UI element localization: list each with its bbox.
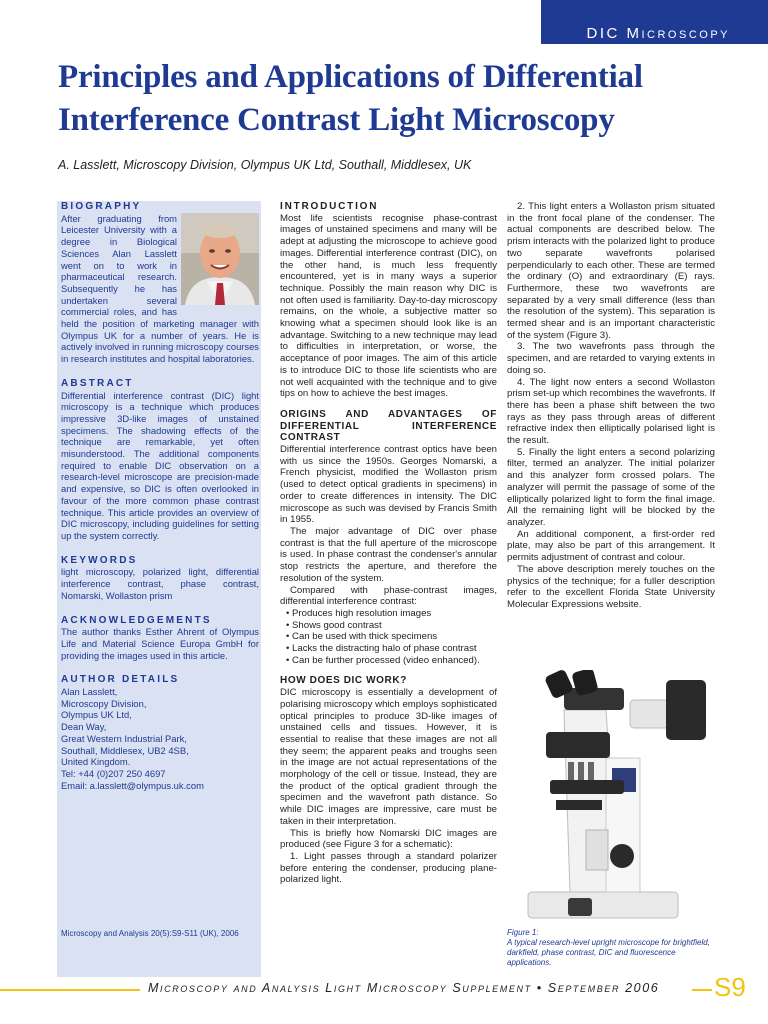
list-item: • Can be used with thick specimens (286, 631, 497, 643)
section-tab-label: DIC Microscopy (586, 25, 730, 42)
advantages-list (286, 608, 497, 667)
sidebar-panel (57, 201, 261, 977)
origins-paragraph: Compared with phase-contrast images, differential interference contrast: (280, 584, 497, 608)
author-line: Great Western Industrial Park, (61, 732, 187, 744)
running-footer: Microscopy and Analysis Light Microscopy Supplement • September 2006 (148, 981, 660, 995)
biography-heading: BIOGRAPHY (61, 201, 142, 212)
list-item: • Can be further processed (video enhanced). (286, 655, 497, 667)
page-number: S9 (714, 972, 746, 1002)
author-line: United Kingdom. (61, 756, 131, 768)
steps-paragraph: An additional component, a first-order red plate, may also be part of this arrangement. It permits adjustment of contrast and colour. (507, 528, 715, 564)
steps-paragraph: The above description merely touches on the physics of the technique; for a fuller description refer to the excellent Florida State University Molecular Expressions website. (507, 563, 715, 610)
footer-rule-right (692, 989, 712, 991)
origins-paragraph: The major advantage of DIC over phase contrast is that the full aperture of the microscope is used. In phase contrast the condenser's annular stop restricts the aperture, and therefore the resolution of the system. (280, 525, 497, 584)
caption-text: A typical research-level upright microscope for brightfield, darkfield, phase contrast, DIC and fluorescence applications. (507, 938, 710, 967)
acknowledgements-heading: ACKNOWLEDGEMENTS (61, 614, 212, 626)
author-line: Alan Lasslett, (61, 686, 118, 698)
biography-text: After graduating from Leicester University with a degree in Biological Sciences Alan Lasslett went on to work in pharmaceutical research. Subsequently he has undertaken several commercial roles, and has held the position of marketing manager with Olympus UK for a number of years. He is actively involved in running microscopy courses in research institutes and hospital laboratories. (61, 212, 259, 365)
author-line: Microscopy Division, (61, 697, 147, 709)
origins-heading: ORIGINS AND ADVANTAGES OF DIFFERENTIAL INTERFERENCE CONTRAST (280, 408, 497, 444)
steps-paragraph: 5. Finally the light enters a second polarizing filter, termed an analyzer. The initial polarizer and this analyzer form crossed polars. The analyzer will permit the passage of some of the elliptically polarized light to form the final image. All the remaining light will be blocked by the analyzer. (507, 446, 715, 528)
introduction-heading: INTRODUCTION (280, 201, 379, 212)
list-item: • Produces high resolution images (286, 608, 497, 620)
author-details (61, 686, 259, 791)
article-title: Principles and Applications of Differential Interference Contrast Light Microscopy (58, 59, 643, 138)
keywords-text: light microscopy, polarized light, differential interference contrast, phase contrast, Nomarski, Wollaston prism (61, 566, 259, 601)
author-line: Southall, Middlesex, UB2 4SB, (61, 744, 189, 756)
caption-label: Figure 1: (507, 928, 539, 937)
how-paragraph: 1. Light passes through a standard polarizer before entering the condenser, producing plane-polarized light. (280, 850, 497, 886)
how-paragraph: This is briefly how Nomarski DIC images are produced (see Figure 3 for a schematic): (280, 827, 497, 851)
byline: A. Lasslett, Microscopy Division, Olympus UK Ltd, Southall, Middlesex, UK (58, 158, 472, 172)
figure-caption (507, 928, 717, 968)
author-email[interactable]: Email: a.lasslett@olympus.uk.com (61, 779, 204, 791)
column-right (507, 201, 715, 611)
author-details-heading: AUTHOR DETAILS (61, 674, 180, 686)
author-line: Tel: +44 (0)207 250 4697 (61, 767, 166, 779)
abstract-heading: ABSTRACT (61, 377, 134, 389)
steps-paragraph: 3. The two wavefronts pass through the specimen, and are retarded to varying extents in doing so. (507, 341, 715, 376)
list-item: • Shows good contrast (286, 620, 497, 632)
author-portrait (181, 213, 259, 305)
citation: Microscopy and Analysis 20(5):S9-S11 (UK), 2006 (61, 929, 239, 938)
footer-rule-left (0, 989, 140, 991)
author-line: Olympus UK Ltd, (61, 709, 132, 721)
steps-paragraph: 2. This light enters a Wollaston prism situated in the front focal plane of the condenser. The actual components are described below. The prism interacts with the polarized light to produce two separate wavefronts polarised perpendicularly to each other. These are termed the ordinary (O) and extraordinary (E) rays. Furthermore, these two wavefronts are separated by a very small difference (less than the resolution of the system). This separation is termed shear and is an important characteristic of the system (Figure 3). (507, 201, 715, 341)
steps-paragraph: 4. The light now enters a second Wollaston prism set-up which recombines the wavefronts. If there has been a phase shift between the two rays as they pass through areas of different refractive index then elliptically polarised light is the result. (507, 376, 715, 447)
keywords-heading: KEYWORDS (61, 554, 138, 566)
how-heading: HOW DOES DIC WORK? (280, 675, 407, 687)
section-tab (541, 0, 768, 44)
abstract-text: Differential interference contrast (DIC) light microscopy is a technique which produces impressive 3D-like images of unstained specimens. The shadowing effects of the technique are remarkable, yet often misunderstood. The additional components required to enable DIC observation on a research-level microscope are precision-made and expensive, so DIC is often overlooked in favour of the more common phase contrast technique. This article provides an overview of DIC microscopy, including guidelines for setting up the system correctly. (61, 389, 259, 541)
microscope-figure (506, 670, 714, 928)
list-item: • Lacks the distracting halo of phase contrast (286, 643, 497, 655)
introduction-text: Most life scientists recognise phase-contrast images of unstained specimens and many will be adept at adjusting the microscope to achieve good images. Differential interference contrast (DIC), on the other hand, is much less frequently encountered, yet is in many ways a superior technique. Possibly the main reason why DIC is not often used is familiarity. Day-to-day microscopy remains, on the whole, a subjective matter so knowing what a specimen should look like is an advantage. Switching to a new technique may lead to difficulties in interpretation, or worse, the acceptance of poor images. The aim of this article is to introduce DIC to those life scientists who are not well acquainted with the technique and to give tips on how to achieve the best images. (280, 212, 497, 400)
acknowledgements-text: The author thanks Esther Ahrent of Olympus Life and Material Science Europa GmbH for providing the images used in this article. (61, 626, 259, 661)
origins-paragraph: Differential interference contrast optics have been with us since the 1950s. Georges Nomarski, a French physicist, modified the Wollaston prism (used to detect optical gradients in specimens) in order to create differences in intensity. The DIC microscope as such was devised by Francis Smith in 1955. (280, 444, 497, 526)
author-line: Dean Way, (61, 721, 107, 733)
column-middle (280, 201, 497, 886)
how-paragraph: DIC microscopy is essentially a development of polarising microscopy which employs sophisticated optical principles to produce 3D-like images of unstained cells and tissues. However, it is essential to realise that these images are not all they seem; the apparent peaks and troughs seen in the image are not actual representations of the morphology of the cell or tissue. Instead, they are the product of the optical gradient through the specimen and the wavefront path distance. So while DIC images are impressive, care must be taken in their interpretation. (280, 687, 497, 827)
